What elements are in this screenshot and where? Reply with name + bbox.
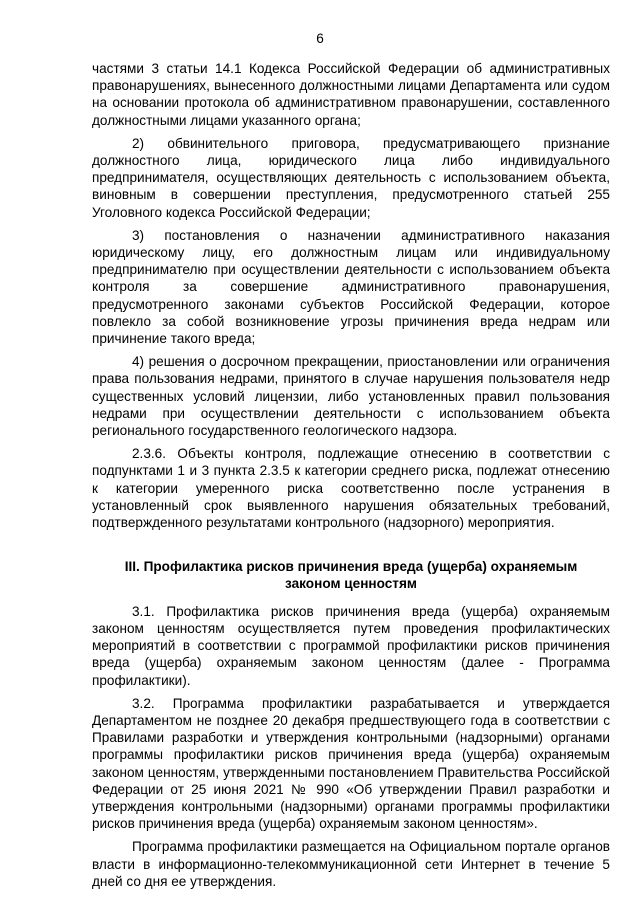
page-number: 6 <box>316 31 324 46</box>
paragraph-item-4: 4) решения о досрочном прекращении, приостановлении или ограничения права пользования недрами, принятого в случае нарушения пользователя недр существенных условий лицензии, либо установленных правил пользования недрами при осуществлении деятельности с использованием объекта регионального государственного геологического надзора. <box>92 354 610 439</box>
paragraph-item-3: 3) постановления о назначении административного наказания юридическому лицу, его должностным лицам или индивидуальному предпринимателю при осуществлении деятельности с использованием объекта контроля за совершение административного правонарушения, предусмотренного законами субъектов Российской Федерации, которое повлекло за собой возникновение угрозы причинения вреда недрам или причинение такого вреда; <box>92 227 610 347</box>
paragraph-3-2: 3.2. Программа профилактики разрабатывается и утверждается Департаментом не позднее 20 декабря предшествующего года в соответствии с Правилами разработки и утверждения контрольными (надзорными) органами программы профилактики рисков причинения вреда (ущерба) охраняемым законом ценностям, утвержденными постановлением Правительства Российской Федерации от 25 июня 2021 № 990 «Об утверждении Правил разработки и утверждения контрольными (надзорными) органами программы профилактики рисков причинения вреда (ущерба) охраняемым законом ценностям». <box>92 695 610 832</box>
paragraph-continuation: частями 3 статьи 14.1 Кодекса Российской Федерации об административных правонарушениях, вынесенного должностными лицами Департамента или судом на основании протокола об административном правонарушении, составленного должностными лицами указанного органа; <box>92 61 610 128</box>
paragraph-2-3-6: 2.3.6. Объекты контроля, подлежащие отнесению в соответствии с подпунктами 1 и 3 пункта 2.3.5 к категории среднего риска, подлежат отнесению к категории умеренного риска соответственно после устранения в установленный срок выявленного нарушения обязательных требований, подтвержденного результатами контрольного (надзорного) мероприятия. <box>92 446 610 531</box>
section-heading: III. Профилактика рисков причинения вреда (ущерба) охраняемым законом ценностям <box>124 559 578 592</box>
paragraph-item-2: 2) обвинительного приговора, предусматривающего признание должностного лица, юридического лица либо индивидуального предпринимателя, осуществляющих деятельность с использованием объекта, виновным в совершении преступления, предусмотренного статьей 255 Уголовного кодекса Российской Федерации; <box>92 135 610 220</box>
paragraph-3-1: 3.1. Профилактика рисков причинения вреда (ущерба) охраняемым законом ценностям осуществляется путем проведения профилактических мероприятий в соответствии с программой профилактики рисков причинения вреда (ущерба) охраняемым законом ценностям (далее - Программа профилактики). <box>92 603 610 688</box>
paragraph-program-publication: Программа профилактики размещается на Официальном портале органов власти в информационно-телекоммуникационной сети Интернет в течение 5 дней со дня ее утверждения. <box>92 839 610 889</box>
document-body <box>92 60 610 890</box>
